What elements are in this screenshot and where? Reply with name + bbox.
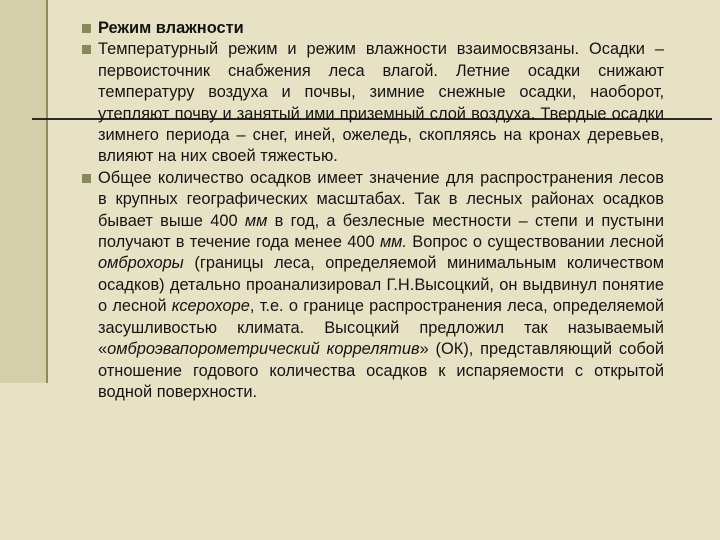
- bullet-text-part: Общее количество осадков имеет значение для распространения лесов в крупных географических масштабах. Так в лесных районах осадков бывает выше 400: [98, 168, 664, 230]
- accent-bar: [46, 0, 48, 383]
- square-bullet-icon: [82, 174, 91, 183]
- bullet-item-title: [82, 18, 664, 39]
- bullet-item-precipitation: [82, 168, 664, 403]
- slide-content: [82, 18, 664, 403]
- bullet-text: Температурный режим и режим влажности взаимосвязаны. Осадки – первоисточник снабжения леса влагой. Летние осадки снижают температуру воздуха и почвы, зимние снежные осадки, наоборот, утепляют почву и занятый ими приземный слой воздуха. Твердые осадки зимнего периода – снег, иней, ожеледь, скопляясь на кронах деревьев, влияют на них своей тяжестью.: [98, 40, 664, 166]
- term-correlative: омброэвапорометрический коррелятив: [107, 340, 420, 359]
- square-bullet-icon: [82, 24, 91, 33]
- unit-mm: мм: [244, 211, 268, 230]
- bullet-text-part: » (ОК), представляющий собой отношение годового количества осадков к испаряемости с открытой водной поверхности.: [98, 340, 664, 401]
- bullet-text-part: , т.е. о границе распространения леса, определяемой засушливостью климата. Высоцкий предложил так называемый «: [98, 297, 665, 359]
- term-xerochora: ксерохоре: [171, 297, 250, 316]
- bullet-text-part: Вопрос о существовании лесной: [406, 233, 664, 252]
- term-ombrochora: омброхоры: [98, 254, 184, 273]
- bullet-text-part: в год, а безлесные местности – степи и пустыни получают в течение года менее 400: [98, 211, 664, 252]
- slide-title: Режим влажности: [98, 19, 244, 37]
- side-panel: [0, 0, 46, 383]
- unit-mm: мм.: [379, 233, 407, 252]
- bullet-item-temperature: [82, 39, 664, 167]
- bullet-text-part: (границы леса, определяемой минимальным количеством осадков) детально проанализировал Г.Н.Высоцкий, он выдвинул понятие о лесной: [98, 254, 664, 316]
- square-bullet-icon: [82, 45, 91, 54]
